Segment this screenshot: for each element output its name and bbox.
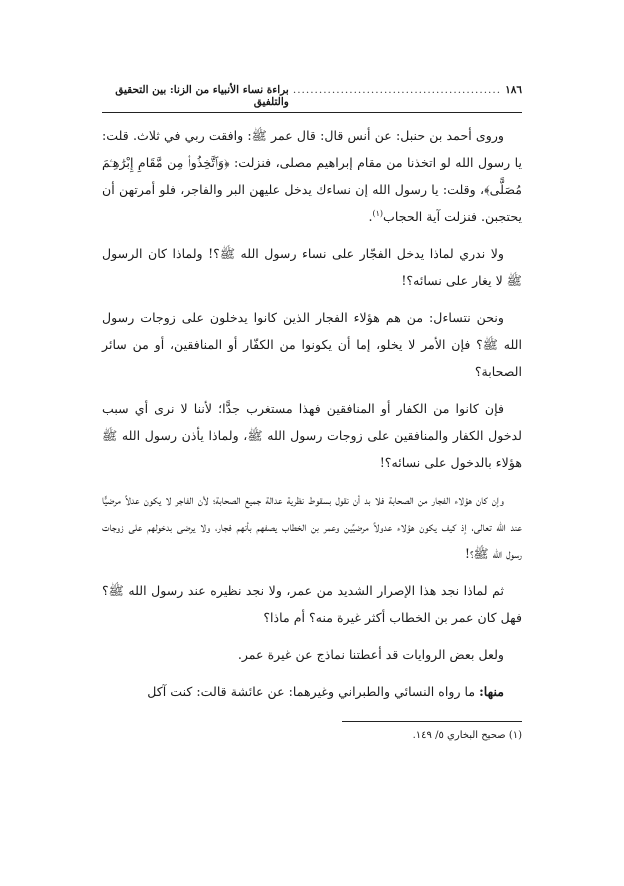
- paragraph-7: [102, 641, 522, 668]
- paragraph-tail: .: [368, 209, 373, 224]
- paragraph-3: [102, 304, 522, 385]
- running-header: [102, 84, 522, 113]
- paragraph-6: [102, 577, 522, 631]
- footnote-divider: [342, 721, 522, 722]
- paragraph-1: [102, 122, 522, 230]
- paragraph-text: ونحن نتساءل: من هم هؤلاء الفجار الذين كانوا يدخلون على زوجات رسول الله ﷺ؟ فإن الأمر لا يخلو، إما أن يكونوا من الكفّار أو المنافقين، أو من سائر الصحابة؟: [102, 310, 522, 379]
- paragraph-text: فإن كانوا من الكفار أو المنافقين فهذا مستغرب جدًّا؛ لأننا لا نرى أي سبب لدخول الكفار والمنافقين على زوجات رسول الله ﷺ، ولماذا يأذن رسول الله ﷺ هؤلاء بالدخول على نسائه؟!: [102, 401, 522, 470]
- footnote-ref[interactable]: (١): [372, 208, 384, 218]
- paragraph-2: [102, 240, 522, 294]
- leader-dots: ................................................: [292, 84, 502, 96]
- page-number: ١٨٦: [505, 84, 522, 96]
- paragraph-text: وروى أحمد بن حنبل: عن أنس قال: قال عمر ﷺ: وافقت ربي في ثلاث. قلت: يا رسول الله لو اتخذنا من مقام إبراهيم مصلى، فنزلت: ﴿وَٱتَّخِذُوا۟ مِن مَّقَامِ إِبْرَٰهِـۧمَ مُصَلًّى﴾، وقلت: يا رسول الله إن نساءك يدخل عليهن البر والفاجر، فلو أمرتهن أن يحتجبن. فنزلت آية الحجاب: [102, 128, 522, 224]
- paragraph-text: ولعل بعض الروايات قد أعطتنا نماذج عن غيرة عمر.: [237, 647, 504, 662]
- running-title: براءة نساء الأنبياء من الزنا: بين التحقيق والتلفيق: [115, 84, 289, 108]
- paragraph-8: [102, 678, 522, 705]
- paragraph-text: ما رواه النسائي والطبراني وغيرهما: عن عائشة قالت: كنت آكل: [147, 684, 480, 699]
- paragraph-lead: منها:: [479, 684, 504, 699]
- footnote: (١) صحيح البخاري ٥/ ١٤٩.: [412, 730, 522, 741]
- paragraph-4: [102, 395, 522, 476]
- book-page: [102, 84, 522, 744]
- paragraph-text: وإن كان هؤلاء الفجار من الصحابة فلا بد أن نقول بسقوط نظرية عدالة جميع الصحابة؛ لأن الفاجر لا يكون عدلاً مرضيًّا عند الله تعالى، إذ كيف يكون هؤلاء عدولاً مرضيِّين وعمر بن الخطاب يصفهم بأنهم فجار، ولا يرضى بدخولهم على زوجات رسول الله ﷺ؟!: [102, 492, 522, 561]
- paragraph-5: [102, 486, 522, 567]
- paragraph-text: ولا ندري لماذا يدخل الفجّار على نساء رسول الله ﷺ؟! ولماذا كان الرسول ﷺ لا يغار على نسائه؟!: [102, 246, 522, 288]
- paragraph-text: ثم لماذا نجد هذا الإصرار الشديد من عمر، ولا نجد نظيره عند رسول الله ﷺ؟ فهل كان عمر بن الخطاب أكثر غيرة منه؟ أم ماذا؟: [102, 583, 522, 625]
